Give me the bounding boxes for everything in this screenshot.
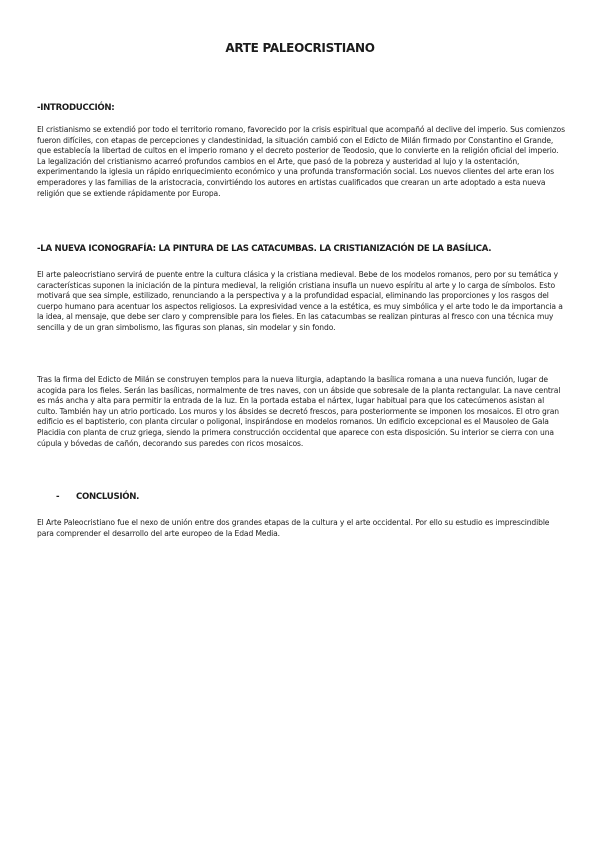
section-heading-conclusion-label: CONCLUSIÓN.	[76, 492, 140, 502]
paragraph-introduccion: El cristianismo se extendió por todo el territorio romano, favorecido por la crisis espiritual que acompañó al declive del imperio. Sus comienzos fueron difíciles, con etapas de percepciones y clandestinidad, la situación cambió con el Edicto de Milán firmado por Constantino el Grande, que establecía la libertad de cultos en el imperio romano y el decreto posterior de Teodosio, que lo convierte en la religión oficial del imperio. La legalización del cristianismo acarreó profundos cambios en el Arte, que pasó de la pobreza y austeridad al lujo y la ostentación, experimentando la iglesia un rápido enriquecimiento económico y una profunda transformación social. Los nuevos clientes del arte eran los emperadores y las familias de la aristocracia, convirtiéndo los autores en artistas cualificados que crearan un arte adoptado a esta nueva religión que se extiende rápidamente por Europa.	[37, 125, 565, 198]
paragraph-iconografia-basilica: Tras la firma del Edicto de Milán se construyen templos para la nueva liturgia, adaptando la basílica romana a una nueva función, lugar de acogida para los fieles. Serán las basílicas, normalmente de tres naves, con un ábside que sobresale de la planta rectangular. La nave central es más ancha y alta para permitir la entrada de la luz. En la portada estaba el nártex, lugar habitual para que los catecúmenos asistan al culto. También hay un atrio porticado. Los muros y los ábsides se decretó frescos, para posteriormente se imponen los mosaicos. El otro gran edificio es el baptisterio, con planta circular o poligonal, inspirándose en modelos romanos. Un edificio excepcional es el Mausoleo de Gala Placidia con planta de cruz griega, siendo la primera construcción occidental que aparece con esta disposición. Su interior se cierra con una cúpula y bóvedas de cañón, decorando sus paredes con ricos mosaicos.	[37, 375, 561, 448]
heading-bullet: -	[56, 492, 60, 502]
section-heading-iconografia: -LA NUEVA ICONOGRAFÍA: LA PINTURA DE LAS CATACUMBAS. LA CRISTIANIZACIÓN DE LA BASÍLICA.	[37, 244, 492, 254]
paragraph-conclusion: El Arte Paleocristiano fue el nexo de unión entre dos grandes etapas de la cultura y el arte occidental. Por ello su estudio es imprescindible para comprender el desarrollo del arte europeo de la Edad Media.	[37, 518, 550, 538]
section-heading-introduccion: -INTRODUCCIÓN:	[37, 103, 115, 113]
paragraph-iconografia-pintura: El arte paleocristiano servirá de puente entre la cultura clásica y la cristiana medieval. Bebe de los modelos romanos, pero por su temática y características suponen la iniciación de la pintura medieval, la religión cristiana insufla un nuevo espíritu al arte y lo carga de símbolos. Esto motivará que sea simple, estilizado, renunciando a la perspectiva y a la profundidad espacial, eliminando las proporciones y los rasgos del cuerpo humano para acentuar los aspectos religiosos. La expresividad vence a la estética, es muy simbólica y el arte todo le da importancia a la idea, al mensaje, que debe ser claro y comprensible para los fieles. En las catacumbas se realizan pinturas al fresco con una técnica muy sencilla y de un gran simbolismo, las figuras son planas, sin modelar y sin fondo.	[37, 270, 563, 332]
section-heading-conclusion	[56, 492, 139, 502]
document-title: ARTE PALEOCRISTIANO	[225, 41, 375, 55]
